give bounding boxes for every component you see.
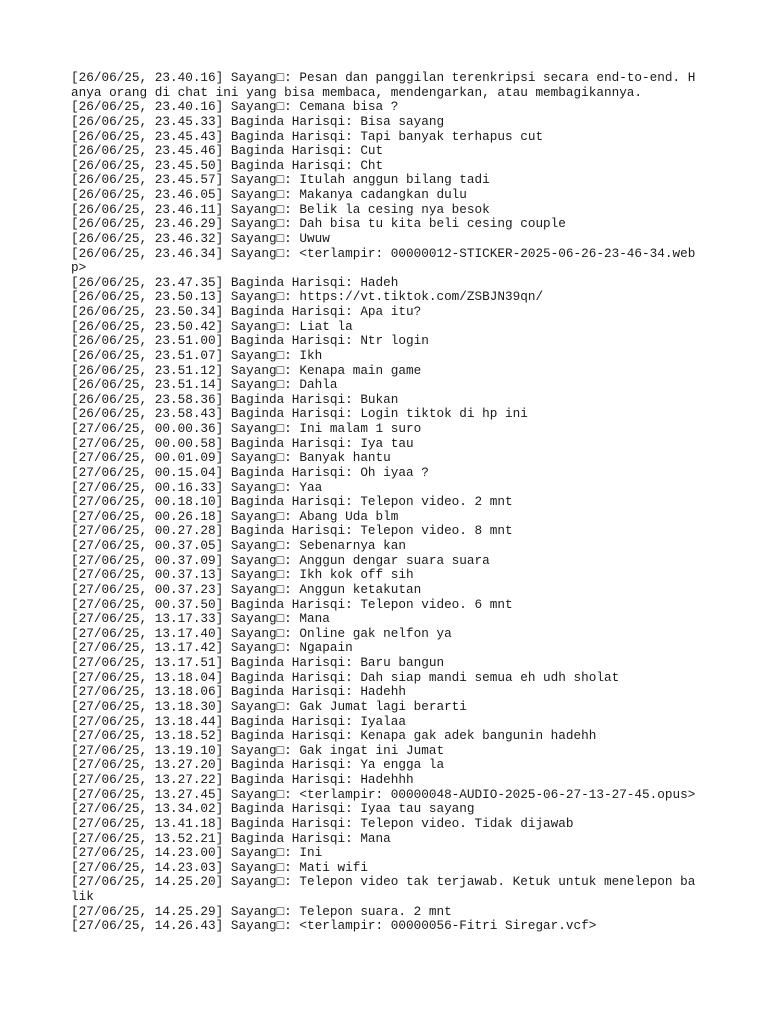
chat-message-line: [27/06/25, 13.18.30] Sayang□: Gak Jumat lagi berarti [71,698,467,714]
chat-message-line: [26/06/25, 23.46.32] Sayang□: Uwuw [71,230,330,246]
chat-message-line: [26/06/25, 23.50.13] Sayang□: https://vt.tiktok.com/ZSBJN39qn/ [71,289,544,305]
chat-message-line: [26/06/25, 23.45.33] Baginda Harisqi: Bisa sayang [71,113,445,129]
chat-message-line: [27/06/25, 00.00.58] Baginda Harisqi: Iya tau [71,435,414,451]
chat-message-line: [27/06/25, 00.37.13] Sayang□: Ikh kok off sih [71,567,414,583]
chat-message-line: [27/06/25, 14.25.29] Sayang□: Telepon suara. 2 mnt [71,903,452,919]
chat-message-line: [27/06/25, 13.18.04] Baginda Harisqi: Dah siap mandi semua eh udh sholat [71,669,620,685]
chat-message-line: [27/06/25, 13.27.22] Baginda Harisqi: Hadehhh [71,772,414,787]
chat-message-line: [26/06/25, 23.50.42] Sayang□: Liat la [71,318,353,334]
chat-message-line: [27/06/25, 13.34.02] Baginda Harisqi: Iyaa tau sayang [71,801,475,817]
chat-message-line: [26/06/25, 23.58.36] Baginda Harisqi: Bukan [71,391,399,407]
chat-message-line: [26/06/25, 23.58.43] Baginda Harisqi: Login tiktok di hp ini [71,406,528,422]
chat-message-line: [27/06/25, 13.17.33] Sayang□: Mana [71,611,330,627]
chat-message-line: [27/06/25, 13.27.45] Sayang□: <terlampir: 00000048-AUDIO-2025-06-27-13-27-45.opus> [71,786,696,802]
chat-message-line: [27/06/25, 13.17.40] Sayang□: Online gak nelfon ya [71,625,452,641]
chat-message-line: [27/06/25, 14.25.20] Sayang□: Telepon video tak terjawab. Ketuk untuk menelepon balik [71,874,696,904]
chat-message-line: [27/06/25, 00.37.05] Sayang□: Sebenarnya kan [71,538,407,553]
chat-message-line: [26/06/25, 23.40.16] Sayang□: Cemana bisa ? [71,99,399,115]
chat-message-line: [27/06/25, 00.00.36] Sayang□: Ini malam 1 suro [71,421,422,436]
chat-message-line: [26/06/25, 23.51.12] Sayang□: Kenapa main game [71,362,422,378]
chat-message-line: [26/06/25, 23.50.34] Baginda Harisqi: Apa itu? [71,304,422,319]
chat-message-line: [26/06/25, 23.47.35] Baginda Harisqi: Hadeh [71,274,399,290]
chat-message-line: [27/06/25, 14.23.03] Sayang□: Mati wifi [71,859,368,875]
chat-message-line: [27/06/25, 00.37.23] Sayang□: Anggun ketakutan [71,581,422,597]
chat-message-line: [27/06/25, 00.16.33] Sayang□: Yaa [71,479,323,495]
chat-log [71,71,701,934]
chat-message-line: [27/06/25, 13.18.44] Baginda Harisqi: Iyalaa [71,713,407,729]
chat-message-line: [26/06/25, 23.46.11] Sayang□: Belik la cesing nya besok [71,201,490,217]
chat-message-line: [27/06/25, 00.26.18] Sayang□: Abang Uda blm [71,508,399,524]
chat-message-line: [27/06/25, 00.37.09] Sayang□: Anggun dengar suara suara [71,552,490,568]
chat-message-line: [27/06/25, 13.52.21] Baginda Harisqi: Mana [71,830,391,846]
chat-message-line: [27/06/25, 13.18.52] Baginda Harisqi: Kenapa gak adek bangunin hadehh [71,728,597,744]
chat-message-line: [27/06/25, 00.27.28] Baginda Harisqi: Telepon video. 8 mnt [71,523,513,539]
chat-message-line: [27/06/25, 13.27.20] Baginda Harisqi: Ya engga la [71,757,445,773]
chat-message-line: [27/06/25, 13.17.51] Baginda Harisqi: Baru bangun [71,655,445,670]
chat-message-line: [27/06/25, 13.41.18] Baginda Harisqi: Telepon video. Tidak dijawab [71,815,574,831]
chat-message-line: [26/06/25, 23.40.16] Sayang□: Pesan dan panggilan terenkripsi secara end-to-end. Hanya orang di chat ini yang bisa membaca, mendengarkan, atau membagikannya. [71,70,696,100]
chat-message-line: [27/06/25, 14.26.43] Sayang□: <terlampir: 00000056-Fitri Siregar.vcf> [71,918,597,934]
chat-message-line: [27/06/25, 13.17.42] Sayang□: Ngapain [71,640,353,656]
chat-message-line: [27/06/25, 13.18.06] Baginda Harisqi: Hadehh [71,684,407,700]
chat-message-line: [27/06/25, 00.15.04] Baginda Harisqi: Oh iyaa ? [71,464,429,480]
chat-message-line: [26/06/25, 23.45.43] Baginda Harisqi: Tapi banyak terhapus cut [71,128,544,144]
chat-message-line: [26/06/25, 23.51.07] Sayang□: Ikh [71,347,323,363]
chat-message-line: [27/06/25, 00.18.10] Baginda Harisqi: Telepon video. 2 mnt [71,494,513,510]
chat-message-line: [26/06/25, 23.51.00] Baginda Harisqi: Ntr login [71,333,429,349]
chat-message-line: [26/06/25, 23.46.29] Sayang□: Dah bisa tu kita beli cesing couple [71,216,566,232]
chat-message-line: [26/06/25, 23.46.05] Sayang□: Makanya cadangkan dulu [71,187,467,202]
chat-message-line: [27/06/25, 00.01.09] Sayang□: Banyak hantu [71,450,391,466]
chat-message-line: [26/06/25, 23.46.34] Sayang□: <terlampir: 00000012-STICKER-2025-06-26-23-46-34.webp> [71,245,696,276]
chat-message-line: [27/06/25, 14.23.00] Sayang□: Ini [71,845,323,861]
chat-message-line: [26/06/25, 23.45.46] Baginda Harisqi: Cut [71,143,384,159]
chat-message-line: [27/06/25, 13.19.10] Sayang□: Gak ingat ini Jumat [71,742,445,758]
chat-message-line: [26/06/25, 23.45.57] Sayang□: Itulah anggun bilang tadi [71,172,490,188]
chat-message-line: [26/06/25, 23.51.14] Sayang□: Dahla [71,377,338,393]
chat-message-line: [26/06/25, 23.45.50] Baginda Harisqi: Cht [71,157,384,173]
chat-message-line: [27/06/25, 00.37.50] Baginda Harisqi: Telepon video. 6 mnt [71,596,513,612]
